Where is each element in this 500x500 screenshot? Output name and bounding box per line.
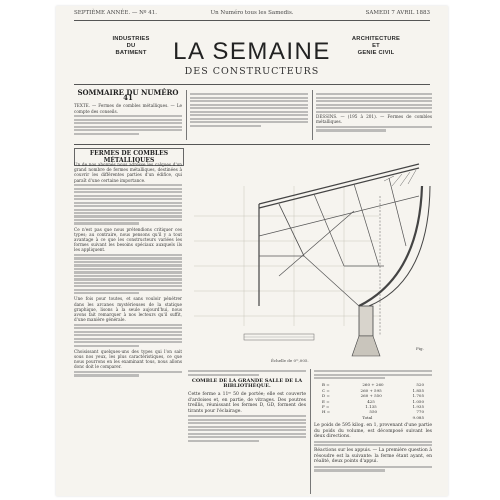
bottom-paragraph: Cette ferme a 11ᵐ 50 de portée; elle est couverte d'ardoises et, en partie, de vitrages. Des poutres treillis, réunissant les fermes D, GD, forment des tirants pour l'éclairage. <box>188 392 306 414</box>
masthead-left-line: BATIMENT <box>115 50 147 56</box>
sommaire-column-1 <box>74 90 182 136</box>
weights-table-cell: 260 + 260 <box>362 382 384 388</box>
issue-frequency: Un Numéro tous les Samedis. <box>210 10 294 16</box>
sommaire-column-3 <box>316 92 432 133</box>
article-paragraph: Une fois pour toutes, et sans vouloir pénétrer dans les arcanes mystérieuses de la statique graphique, lisons à la seule aujourd'hui, nous avons fait remarquer à nos lecteurs qu'il suffit, d'une manière générale. <box>74 296 182 323</box>
newspaper-page <box>56 6 448 496</box>
bottom-column-2 <box>188 369 306 443</box>
issue-date: SAMEDI 7 AVRIL 1883 <box>365 10 430 16</box>
masthead-left-line: INDUSTRIES <box>112 36 150 42</box>
newspaper-title: LA SEMAINE <box>173 38 331 65</box>
sommaire-title: SOMMAIRE DU NUMÉRO 41 <box>77 88 179 103</box>
weights-table-cell: 520 <box>416 382 424 388</box>
article-paragraph: Choisissant quelques-uns des types qui l'on sait sous nos yeux, les plus caractéristiques, ce que nous pourrons en les examinant tous, nous allons donc doit le comparer. <box>74 348 182 370</box>
truss-rafters <box>259 164 419 306</box>
weights-table-cell: B = <box>322 382 330 388</box>
weights-table-cell: 1.855 <box>412 387 424 393</box>
weights-table-cell: 1.705 <box>412 393 424 399</box>
sommaire-rule <box>74 144 430 145</box>
truss-arch <box>359 186 422 306</box>
newspaper-subtitle: DES CONSTRUCTEURS <box>184 66 320 77</box>
roof-truss-drawing <box>184 156 436 361</box>
truss-support <box>359 306 373 336</box>
weights-table-cell: D = <box>322 393 330 399</box>
weights-table-row <box>322 415 424 420</box>
truss-members <box>259 178 419 306</box>
column-rule <box>186 90 187 140</box>
masthead-right-line: GENIE CIVIL <box>357 50 395 56</box>
weights-table-cell: 425 <box>367 398 375 404</box>
masthead-right-line: ARCHITECTURE <box>351 36 401 42</box>
article-paragraph: Un de nos abonnés nous adresse les calques d'un grand nombre de fermes métalliques, destinées à couvrir les différentes parties d'un édifice, qui paraît d'une certaine importance. <box>74 162 182 183</box>
issue-header <box>74 10 430 19</box>
masthead-left-line: DU <box>126 43 136 49</box>
bottom-paragraph: Le poids de 595 kilog. en 1, provenant d'une partie du poids du volume, est décomposé suivant les deux directions. <box>314 423 432 440</box>
weights-table-cell: 770 <box>416 409 424 415</box>
bottom-note: Réactions sur les appuis. — La première question à résoudre est la suivante: la ferme étant ayant, en réalité, deux points d'appui. <box>314 448 432 465</box>
article-paragraph: Ce n'est pas que nous prétendions critiquer ces types; au contraire, nous pensons qu'il y a tout avantage à ce que les constructeurs variées les formes suivant les besoins spéciaux auxquels ils les appliquent. <box>74 226 182 253</box>
figure-scale-caption: Échelle de 0ᵐ,005. <box>271 358 309 363</box>
weights-table-cell: 260 + 550 <box>360 393 382 399</box>
column-rule <box>310 369 311 494</box>
weights-table-cell: 1.050 <box>412 398 424 404</box>
weights-table-cell: H = <box>322 409 331 415</box>
sommaire-column-2 <box>190 92 308 128</box>
article-title: FERMES DE COMBLES MÉTALLIQUES <box>74 148 184 166</box>
masthead-rule <box>74 84 430 85</box>
figure-caption: Fig. <box>416 346 424 351</box>
truss-base <box>352 336 380 356</box>
weights-table-cell: C = <box>322 387 330 393</box>
weights-table-cell: 9.085 <box>412 414 424 420</box>
issue-number: SEPTIÈME ANNÉE. — Nº 41. <box>74 10 157 16</box>
masthead-right <box>341 36 411 57</box>
weights-table-cell: 1.135 <box>365 404 377 410</box>
masthead-right-line: ET <box>372 43 380 49</box>
article-column <box>74 162 182 378</box>
weights-table-cell: E = <box>322 398 330 404</box>
weights-table-cell: Total <box>362 414 373 420</box>
header-rule <box>74 20 430 21</box>
column-rule <box>312 90 313 140</box>
weights-table-cell: F = <box>322 404 330 410</box>
weights-table-cell: 260 + 595 <box>360 387 382 393</box>
weights-table-cell: 550 <box>369 409 378 415</box>
bottom-column-3 <box>314 369 432 473</box>
sommaire-dessins: DESSINS. — (195 à 201). — Fermes de combles métalliques. <box>316 114 432 125</box>
weights-table-cell: 1.935 <box>412 404 424 410</box>
weights-table <box>322 382 424 420</box>
bottom-section-title: COMBLE DE LA GRANDE SALLE DE LA BIBLIOTHÈQUE. <box>191 377 303 390</box>
sommaire-lead: TEXTE. — Fermes de combles métalliques. — Le compte des conseils. <box>74 103 182 114</box>
